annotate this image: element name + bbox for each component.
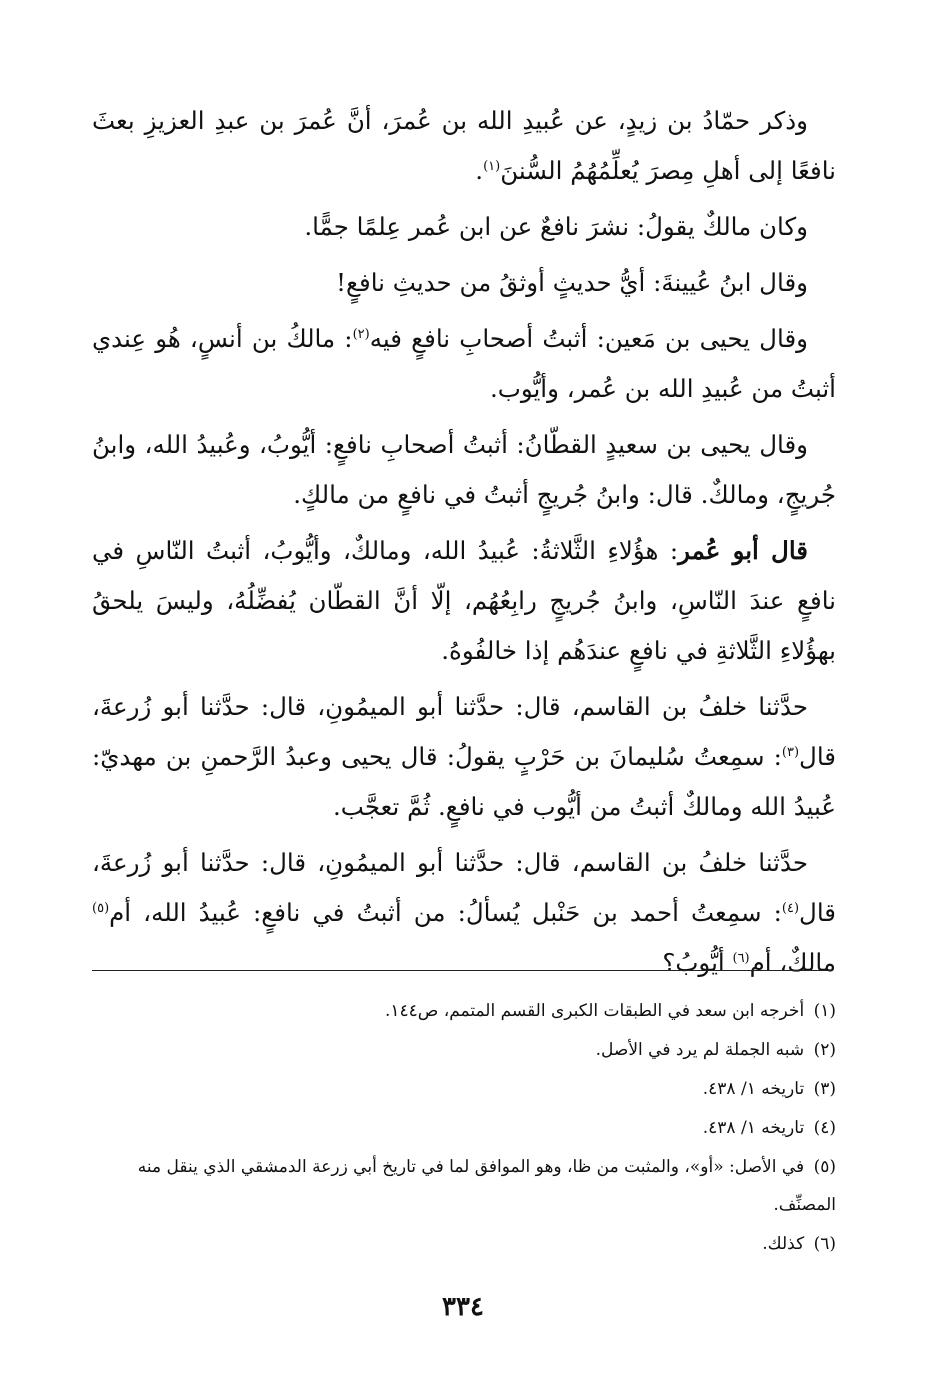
- footnote-number: (٣): [813, 1079, 836, 1099]
- footnote-text: كذلك.: [762, 1234, 805, 1254]
- paragraph-6: [92, 526, 836, 676]
- footnote-number: (٥): [813, 1157, 836, 1177]
- paragraph-3: [92, 258, 836, 308]
- paragraph-1: [92, 96, 836, 196]
- footnote-number: (٦): [813, 1234, 836, 1254]
- footnote-number: (١): [813, 1001, 836, 1021]
- paragraph-text: حدَّثنا خلفُ بن القاسم، قال: حدَّثنا أبو الميمُونِ، قال: حدَّثنا أبو زُرعةَ، قال: [92, 848, 836, 927]
- paragraph-text: وقال يحيى بن سعيدٍ القطّانُ: أثبتُ أصحابِ نافعٍ: أيُّوبُ، وعُبيدُ الله، وابنُ جُريجٍ، ومالكٌ. قال: وابنُ جُريجٍ أثبتُ في نافعٍ من مالكٍ.: [92, 430, 836, 509]
- footnote-ref: (١): [483, 158, 501, 174]
- footnotes: [92, 992, 836, 1264]
- paragraph-text: مالكٌ، أم: [749, 948, 836, 977]
- footnote-ref: (٤): [781, 900, 800, 916]
- paragraph-text: : سمِعتُ أحمد بن حَنْبل يُسألُ: من أثبتُ في نافعٍ: عُبيدُ الله، أم: [109, 898, 782, 927]
- footnote-text: في الأصل: «أو»، والمثبت من ظا، وهو الموافق لما في تاريخ أبي زرعة الدمشقي الذي ينقل منه المصنِّف.: [137, 1157, 836, 1215]
- paragraph-text: وكان مالكٌ يقولُ: نشرَ نافعٌ عن ابن عُمر عِلمًا جمًّا.: [304, 212, 808, 241]
- footnote-1: [92, 992, 836, 1030]
- footnote-text: تاريخه ١/ ٤٣٨.: [702, 1079, 805, 1099]
- paragraph-text: : مالكُ بن أنسٍ، هُو عِندي أثبتُ من عُبيدِ الله بن عُمر، وأيُّوب.: [92, 324, 836, 403]
- paragraph-text: : هؤُلاءِ الثَّلاثةُ: عُبيدُ الله، ومالكٌ، وأيُّوبُ، أثبتُ النّاسِ في نافعٍ عندَ النّاسِ، وابنُ جُريجٍ رابِعُهُم، إلّا أنَّ القطّان يُفضِّلُهُ، وليسَ يلحقُ بهؤُلاءِ الثَّلاثةِ في نافعٍ عندَهُم إذا خالفُوهُ.: [92, 536, 836, 665]
- main-text: [92, 96, 836, 994]
- footnote-ref: (٣): [781, 744, 800, 760]
- speaker-name: قال أبو عُمر: [678, 536, 809, 565]
- footnote-4: [92, 1109, 836, 1147]
- page-number: ٣٣٤: [442, 1292, 484, 1322]
- footnote-number: (٤): [813, 1118, 836, 1138]
- paragraph-text: أيُّوبُ؟: [662, 948, 733, 977]
- footnote-ref: (٢): [352, 326, 370, 342]
- footnote-ref: (٦): [732, 950, 750, 966]
- paragraph-text: وقال ابنُ عُيينةَ: أيُّ حديثٍ أوثقُ من حديثِ نافعٍ!: [336, 268, 808, 297]
- footnote-2: [92, 1031, 836, 1069]
- footnote-3: [92, 1070, 836, 1108]
- footnote-text: شبه الجملة لم يرد في الأصل.: [595, 1040, 805, 1060]
- paragraph-text: .: [475, 156, 484, 185]
- footnote-divider: [92, 970, 832, 971]
- footnote-text: تاريخه ١/ ٤٣٨.: [702, 1118, 805, 1138]
- paragraph-text: وذكر حمّادُ بن زيدٍ، عن عُبيدِ الله بن عُمرَ، أنَّ عُمرَ بن عبدِ العزيزِ بعثَ نافعًا إلى أهلِ مِصرَ يُعلِّمُهُمُ السُّننَ: [92, 106, 836, 185]
- footnote-text: أخرجه ابن سعد في الطبقات الكبرى القسم المتمم، ص١٤٤.: [384, 1001, 805, 1021]
- footnote-6: [92, 1225, 836, 1263]
- paragraph-2: [92, 202, 836, 252]
- paragraph-5: [92, 420, 836, 520]
- paragraph-4: [92, 314, 836, 414]
- paragraph-text: وقال يحيى بن مَعين: أثبتُ أصحابِ نافعٍ فيه: [369, 324, 808, 353]
- paragraph-8: [92, 838, 836, 988]
- footnote-ref: (٥): [92, 900, 110, 916]
- paragraph-7: [92, 682, 836, 832]
- paragraph-text: حدَّثنا خلفُ بن القاسم، قال: حدَّثنا أبو الميمُونِ، قال: حدَّثنا أبو زُرعةَ، قال: [92, 692, 836, 771]
- footnote-number: (٢): [813, 1040, 836, 1060]
- footnote-5: [92, 1148, 836, 1224]
- paragraph-text: : سمِعتُ سُليمانَ بن حَرْبٍ يقولُ: قال يحيى وعبدُ الرَّحمنِ بن مهديّ: عُبيدُ الله ومالكٌ أثبتُ من أيُّوب في نافعٍ. ثُمَّ تعجَّب.: [92, 742, 836, 821]
